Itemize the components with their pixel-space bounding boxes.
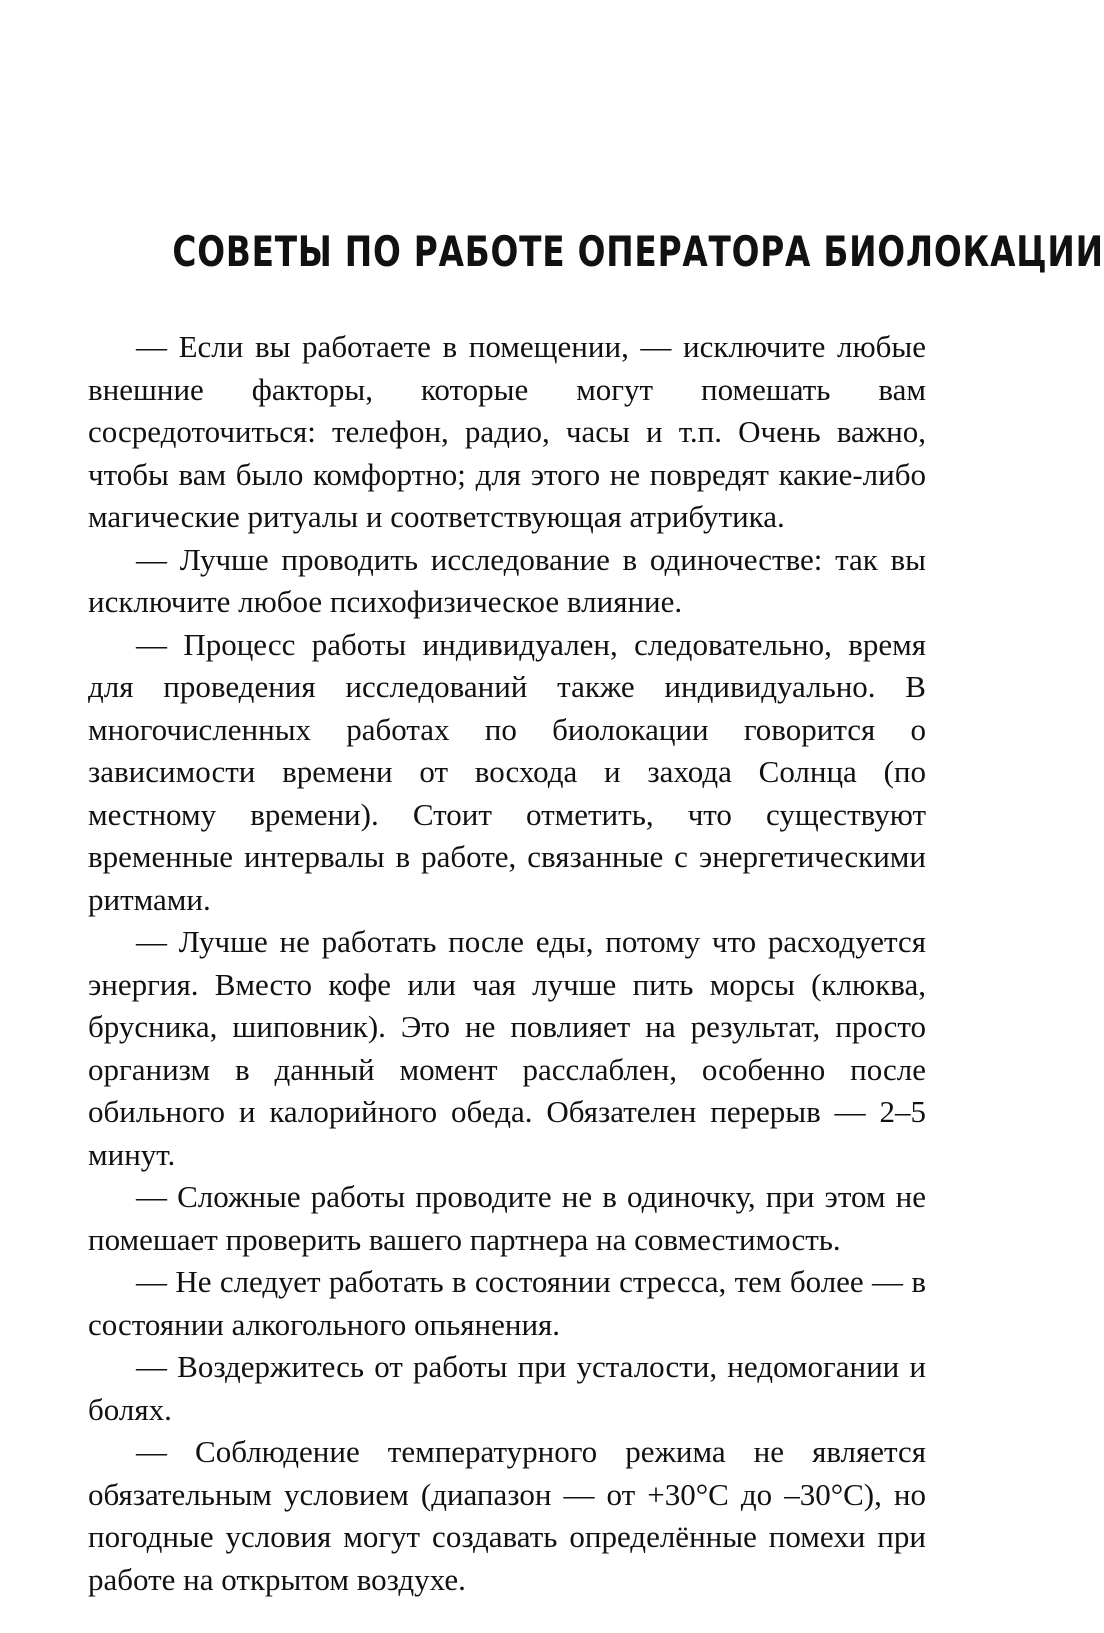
paragraph-6: — Не следует работать в состоянии стресса, тем более — в состоянии алкогольного опьянения. xyxy=(88,1264,926,1342)
paragraph-3: — Процесс работы индивидуален, следовательно, время для проведения исследований также индивидуально. В многочисленных работах по биолокации говорится о зависимости времени от восхода и захода Солнца (по местному времени). Стоит отметить, что существуют временные интервалы в работе, связанные с энергетическими ритмами. xyxy=(88,626,926,917)
paragraph-2: — Лучше проводить исследование в одиночестве: так вы исключите любое психофизическое влияние. xyxy=(88,541,926,619)
page-title: СОВЕТЫ ПО РАБОТЕ ОПЕРАТОРА БИОЛОКАЦИИ xyxy=(172,227,1104,276)
paragraph-1: — Если вы работаете в помещении, — исключите любые внешние факторы, которые могут помешать вам сосредоточиться: телефон, радио, часы и т.п. Очень важно, чтобы вам было комфортно; для этого не повредят какие-либо магические ритуалы и соответствующая атрибутика. xyxy=(88,329,926,534)
paragraph-8: — Соблюдение температурного режима не является обязательным условием (диапазон — от +30°С до –30°С), но погодные условия могут создавать определённые помехи при работе на открытом воздухе. xyxy=(88,1434,926,1597)
body-text xyxy=(88,326,926,1601)
paragraph-7: — Воздержитесь от работы при усталости, недомогании и болях. xyxy=(88,1349,926,1427)
paragraph-4: — Лучше не работать после еды, потому что расходуется энергия. Вместо кофе или чая лучше пить морсы (клюква, брусника, шиповник). Это не повлияет на результат, просто организм в данный момент расслаблен, особенно после обильного и калорийного обеда. Обязателен перерыв — 2–5 минут. xyxy=(88,924,926,1172)
paragraph-5: — Сложные работы проводите не в одиночку, при этом не помешает проверить вашего партнера на совместимость. xyxy=(88,1179,926,1257)
